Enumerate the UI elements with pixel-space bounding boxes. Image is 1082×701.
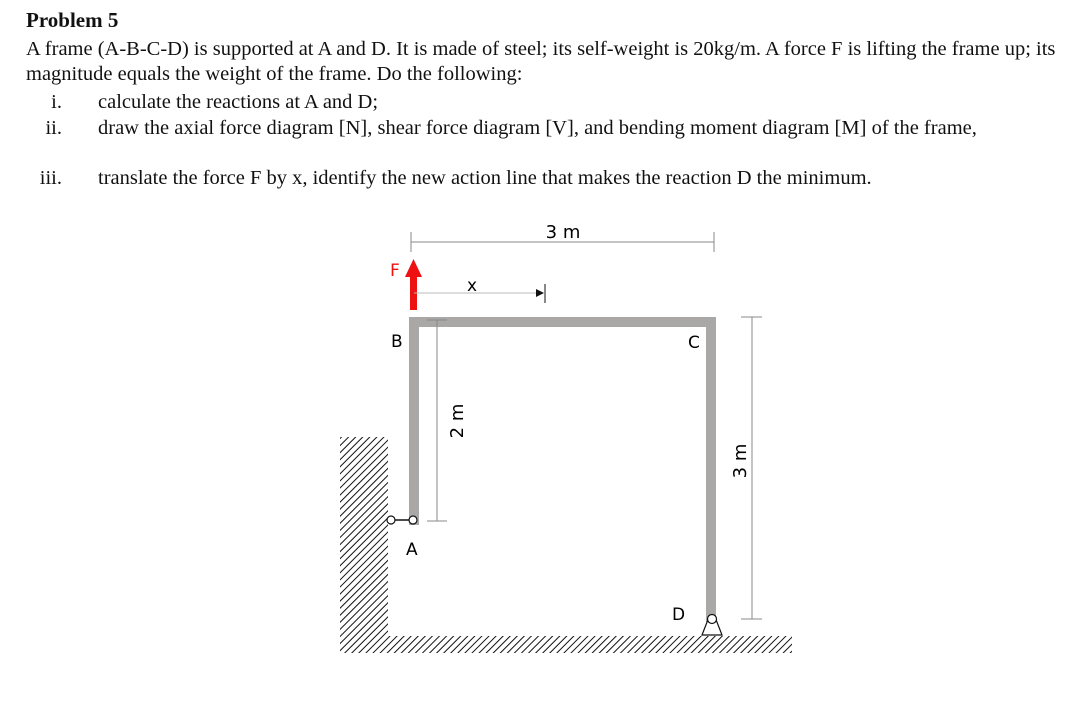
problem-intro: A frame (A-B-C-D) is supported at A and D. It is made of steel; its self-weight is 20kg/m. A force F is lifting the frame up; its magnitude equals the weight of the frame. Do the following: — [26, 38, 1056, 85]
task-text: translate the force F by x, identify the new action line that makes the reaction D the minimum. — [98, 167, 872, 189]
task-number: ii. — [45, 117, 62, 139]
pin-support-a — [387, 516, 417, 524]
ground-hatch — [388, 636, 792, 653]
x-offset-arrow — [414, 284, 545, 303]
node-label-a: A — [406, 540, 418, 560]
node-label-b: B — [391, 332, 403, 352]
x-label: x — [467, 276, 478, 296]
task-text: draw the axial force diagram [N], shear force diagram [V], and bending moment diagram [M] of the frame, — [98, 117, 977, 139]
right-dimension-label: 3 m — [730, 443, 751, 479]
force-f-arrow — [405, 259, 422, 310]
task-number: iii. — [39, 167, 62, 189]
left-dimension-line — [427, 320, 447, 521]
task-text: calculate the reactions at A and D; — [98, 91, 379, 113]
problem-title: Problem 5 — [26, 8, 119, 32]
node-label-d: D — [672, 605, 686, 625]
wall-hatch — [340, 437, 388, 653]
top-dimension-label: 3 m — [545, 222, 581, 243]
pin-support-d — [702, 615, 722, 636]
frame-member — [414, 322, 711, 617]
node-label-c: C — [688, 333, 700, 353]
task-number: i. — [51, 91, 62, 113]
left-dimension-label: 2 m — [447, 403, 468, 439]
force-label: F — [390, 261, 400, 281]
